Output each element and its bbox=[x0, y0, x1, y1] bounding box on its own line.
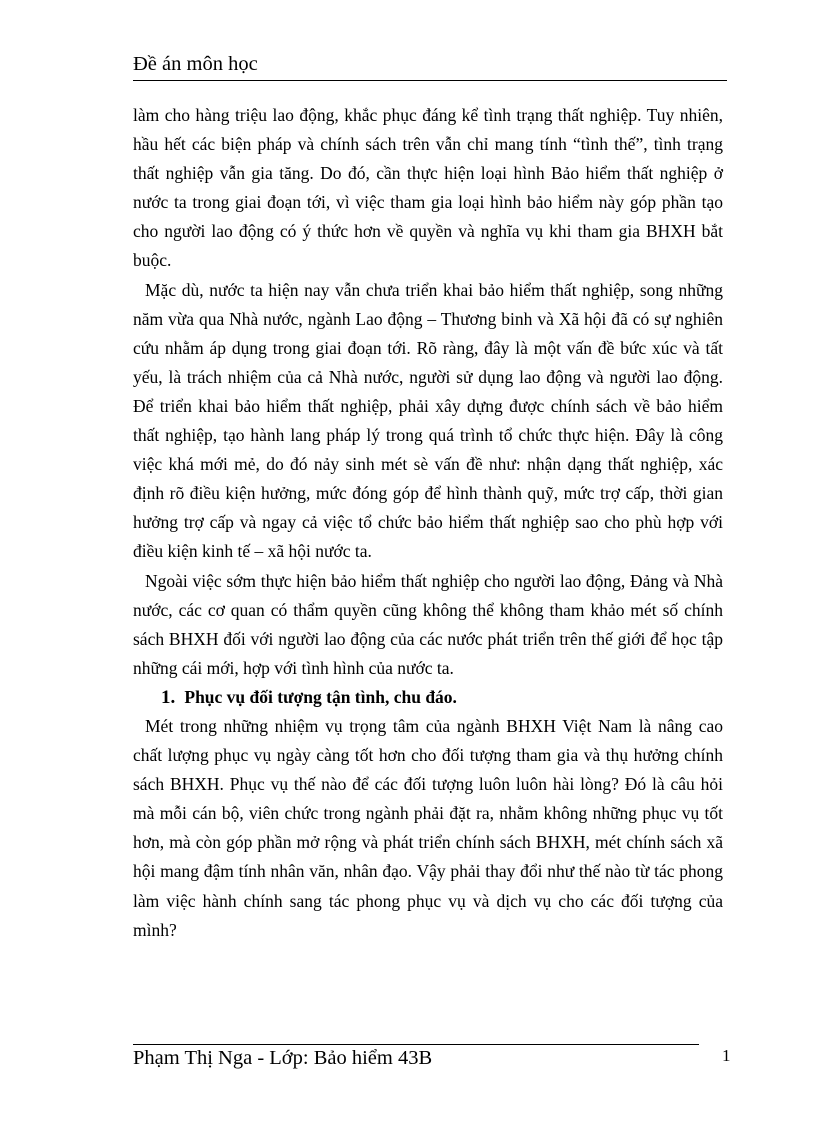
page-footer bbox=[133, 1044, 733, 1084]
paragraph-international-reference: Ngoài việc sớm thực hiện bảo hiểm thất nghiệp cho người lao động, Đảng và Nhà nước, các cơ quan có thẩm quyền cũng không thể không tham khảo mét số chính sách BHXH đối với người lao động của các nước phát triển trên thế giới để học tập những cái mới, hợp với tình hình của nước ta. bbox=[133, 570, 723, 678]
section-title: Phục vụ đối tượng tận tình, chu đáo. bbox=[184, 686, 457, 707]
footer-rule bbox=[133, 1044, 699, 1045]
paragraph-continuation: làm cho hàng triệu lao động, khắc phục đáng kể tình trạng thất nghiệp. Tuy nhiên, hầu hết các biện pháp và chính sách trên vẫn chỉ mang tính “tình thế”, tình trạng thất nghiệp vẫn gia tăng. Do đó, cần thực hiện loại hình Bảo hiểm thất nghiệp ở nước ta trong giai đoạn tới, vì việc tham gia loại hình bảo hiểm này góp phần tạo cho người lao động có ý thức hơn về quyền và nghĩa vụ khi tham gia BHXH bắt buộc. bbox=[133, 105, 723, 271]
document-body bbox=[133, 101, 723, 945]
paragraph-service-quality: Mét trong những nhiệm vụ trọng tâm của ngành BHXH Việt Nam là nâng cao chất lượng phục vụ ngày càng tốt hơn cho đối tượng tham gia và thụ hưởng chính sách BHXH. Phục vụ thế nào để các đối tượng luôn luôn hài lòng? Đó là câu hỏi mà mỗi cán bộ, viên chức trong ngành phải đặt ra, nhằm không những phục vụ tốt hơn, mà còn góp phần mở rộng và phát triển chính sách BHXH, mét chính sách xã hội mang đậm tính nhân văn, nhân đạo. Vậy phải thay đổi như thế nào từ tác phong làm việc hành chính sang tác phong phục vụ và dịch vụ cho các đối tượng của mình? bbox=[133, 715, 723, 940]
section-number: 1. bbox=[161, 686, 176, 708]
section-heading bbox=[133, 683, 723, 712]
footer-author: Phạm Thị Nga - Lớp: Bảo hiểm 43B bbox=[133, 1047, 433, 1069]
page-header bbox=[133, 50, 727, 81]
paragraph-unemployment-insurance: Mặc dù, nước ta hiện nay vẫn chưa triển khai bảo hiểm thất nghiệp, song những năm vừa qua Nhà nước, ngành Lao động – Thương binh và Xã hội đã có sự nghiên cứu nhằm áp dụng trong giai đoạn tới. Rõ ràng, đây là một vấn đề bức xúc và tất yếu, là trách nhiệm của cả Nhà nước, người sử dụng lao động và người lao động. Để triển khai bảo hiểm thất nghiệp, phải xây dựng được chính sách về bảo hiểm thất nghiệp, tạo hành lang pháp lý trong quá trình tổ chức thực hiện. Đây là công việc khá mới mẻ, do đó nảy sinh mét sè vấn đề như: nhận dạng thất nghiệp, xác định rõ điều kiện hưởng, mức đóng góp để hình thành quỹ, mức trợ cấp, thời gian hưởng trợ cấp và ngay cả việc tổ chức bảo hiểm thất nghiệp sao cho phù hợp với điều kiện kinh tế – xã hội nước ta. bbox=[133, 279, 723, 562]
page-number: 1 bbox=[722, 1046, 731, 1065]
header-title: Đề án môn học bbox=[133, 53, 258, 75]
